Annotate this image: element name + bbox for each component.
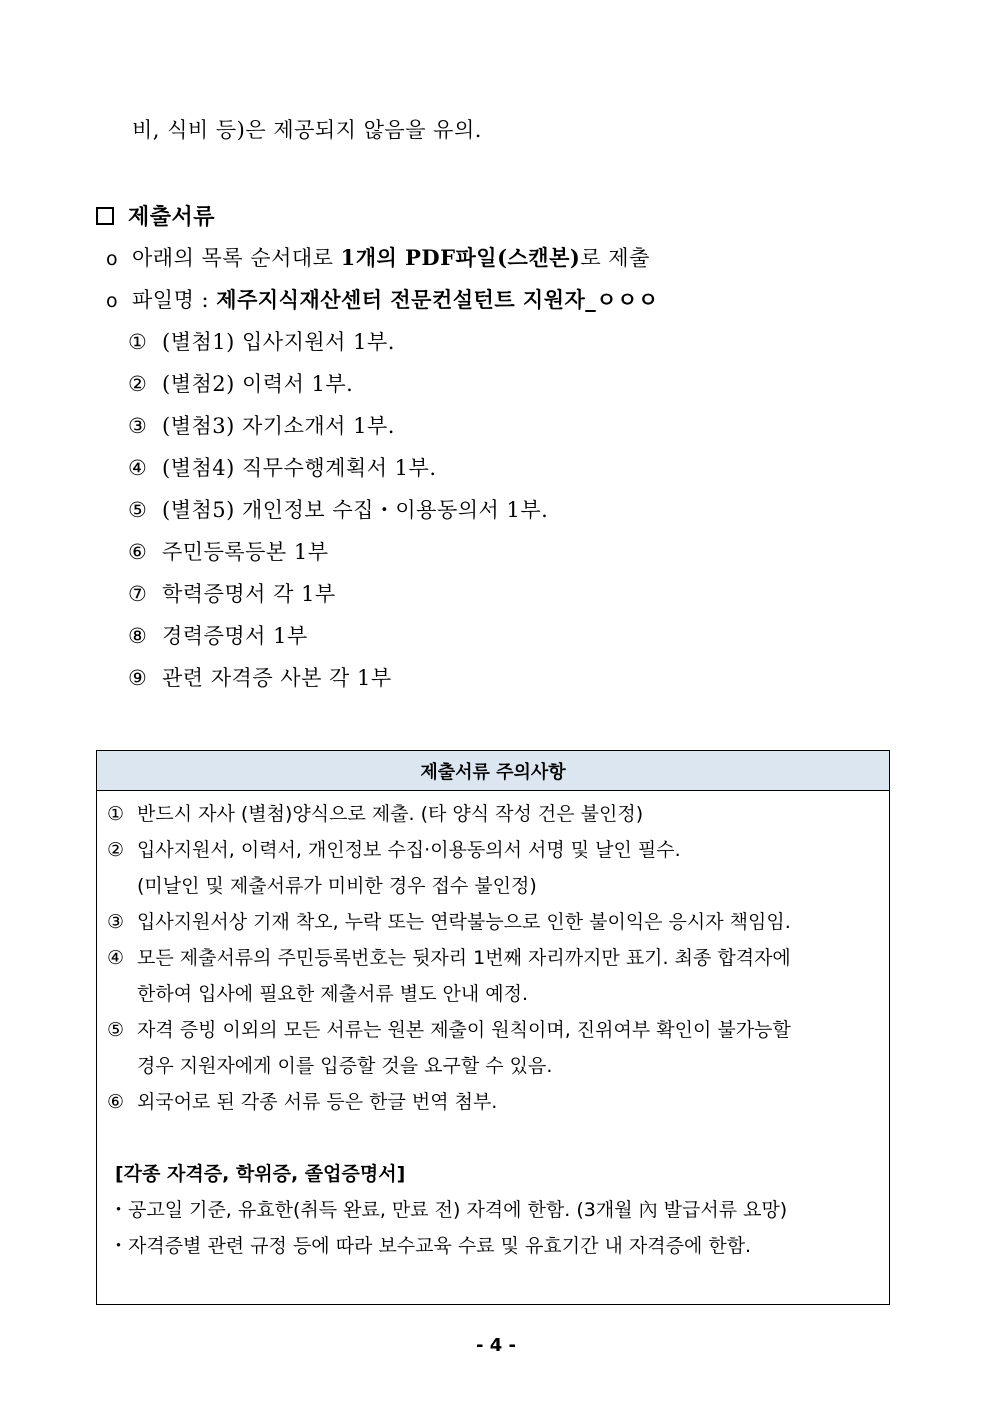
document-list-item [128,410,395,440]
document-list-item [128,620,308,650]
notice-item-continuation: 한하여 입사에 필요한 제출서류 별도 안내 예정. [137,983,529,1005]
section-heading [96,200,215,231]
item-text: (별첨4) 직무수행계획서 1부. [162,456,437,480]
notice-item-continuation: 경우 지원자에게 이를 입증할 것을 요구할 수 있음. [137,1055,553,1077]
item-text: 학력증명서 각 1부 [162,582,336,606]
item-number: ⑥ [128,540,148,564]
notice-item [107,835,681,862]
item-number: ⑧ [128,624,148,648]
checkbox-square-icon [96,207,114,225]
item-text: 주민등록등본 1부 [162,540,329,564]
document-list-item [128,662,392,692]
notice-sub-bullet: ・자격증별 관련 규정 등에 따라 보수교육 수료 및 유효기간 내 자격증에 한함. [109,1235,752,1257]
item-number: ① [128,330,148,354]
bullet-text: 로 제출 [580,246,650,270]
notice-title: 제출서류 주의사항 [420,761,566,783]
notice-item [107,907,791,934]
notice-item-text: 반드시 자사 (별첨)양식으로 제출. (타 양식 작성 건은 불인정) [137,803,644,825]
notice-item-number: ⑥ [107,1091,125,1113]
notice-item-number: ③ [107,911,125,933]
notice-item-text: 입사지원서, 이력서, 개인정보 수집·이용동의서 서명 및 날인 필수. [137,839,681,861]
notice-item-number: ⑤ [107,1019,125,1041]
item-text: 경력증명서 1부 [162,624,308,648]
notice-item [107,1087,497,1114]
continuation-text: 비, 식비 등)은 제공되지 않음을 유의. [132,118,482,142]
item-text: (별첨3) 자기소개서 1부. [162,414,395,438]
item-number: ⑨ [128,666,148,690]
bullet-marker: o [106,248,119,270]
notice-item [107,1015,791,1042]
notice-item [107,943,791,970]
item-number: ④ [128,456,148,480]
notice-item-number: ② [107,839,125,861]
item-number: ② [128,372,148,396]
page-number: - 4 - [476,1335,516,1356]
notice-item-number: ① [107,803,125,825]
document-list-item [128,368,353,398]
bullet-filename [106,284,659,314]
item-text: (별첨2) 이력서 1부. [162,372,354,396]
notice-item-text: 모든 제출서류의 주민등록번호는 뒷자리 1번째 자리까지만 표기. 최종 합격자에 [137,947,791,969]
document-list-item [128,452,437,482]
item-number: ③ [128,414,148,438]
item-text: (별첨5) 개인정보 수집・이용동의서 1부. [162,498,549,522]
notice-item [107,799,643,826]
notice-item-text: 입사지원서상 기재 착오, 누락 또는 연락불능으로 인한 불이익은 응시자 책임임. [137,911,791,933]
bullet-marker: o [106,290,119,312]
notice-box [96,750,890,1305]
item-text: 관련 자격증 사본 각 1부 [162,666,392,690]
bullet-text: 파일명 : [132,288,217,312]
notice-item-text: 자격 증빙 이외의 모든 서류는 원본 제출이 원칙이며, 진위여부 확인이 불가능할 [137,1019,791,1041]
document-list-item [128,536,329,566]
bullet-bold-text: 1개의 PDF파일(스캔본) [340,245,581,270]
document-list-item [128,578,336,608]
item-number: ⑦ [128,582,148,606]
notice-header [97,751,889,791]
bullet-text: 아래의 목록 순서대로 [132,246,341,270]
notice-sub-bullet: ・공고일 기준, 유효한(취득 완료, 만료 전) 자격에 한함. (3개월 內 발급서류 요망) [109,1199,788,1221]
notice-item-text: 외국어로 된 각종 서류 등은 한글 번역 첨부. [137,1091,498,1113]
item-number: ⑤ [128,498,148,522]
notice-item-continuation: (미날인 및 제출서류가 미비한 경우 접수 불인정) [137,875,537,897]
notice-item-number: ④ [107,947,125,969]
document-list-item [128,326,395,356]
item-text: (별첨1) 입사지원서 1부. [162,330,395,354]
bullet-pdf-instruction [106,242,650,272]
document-list-item [128,494,548,524]
section-title: 제출서류 [128,204,216,230]
notice-subheading: [각종 자격증, 학위증, 졸업증명서] [115,1163,406,1185]
filename-bold-text: 제주지식재산센터 전문컨설턴트 지원자_ㅇㅇㅇ [216,287,659,312]
